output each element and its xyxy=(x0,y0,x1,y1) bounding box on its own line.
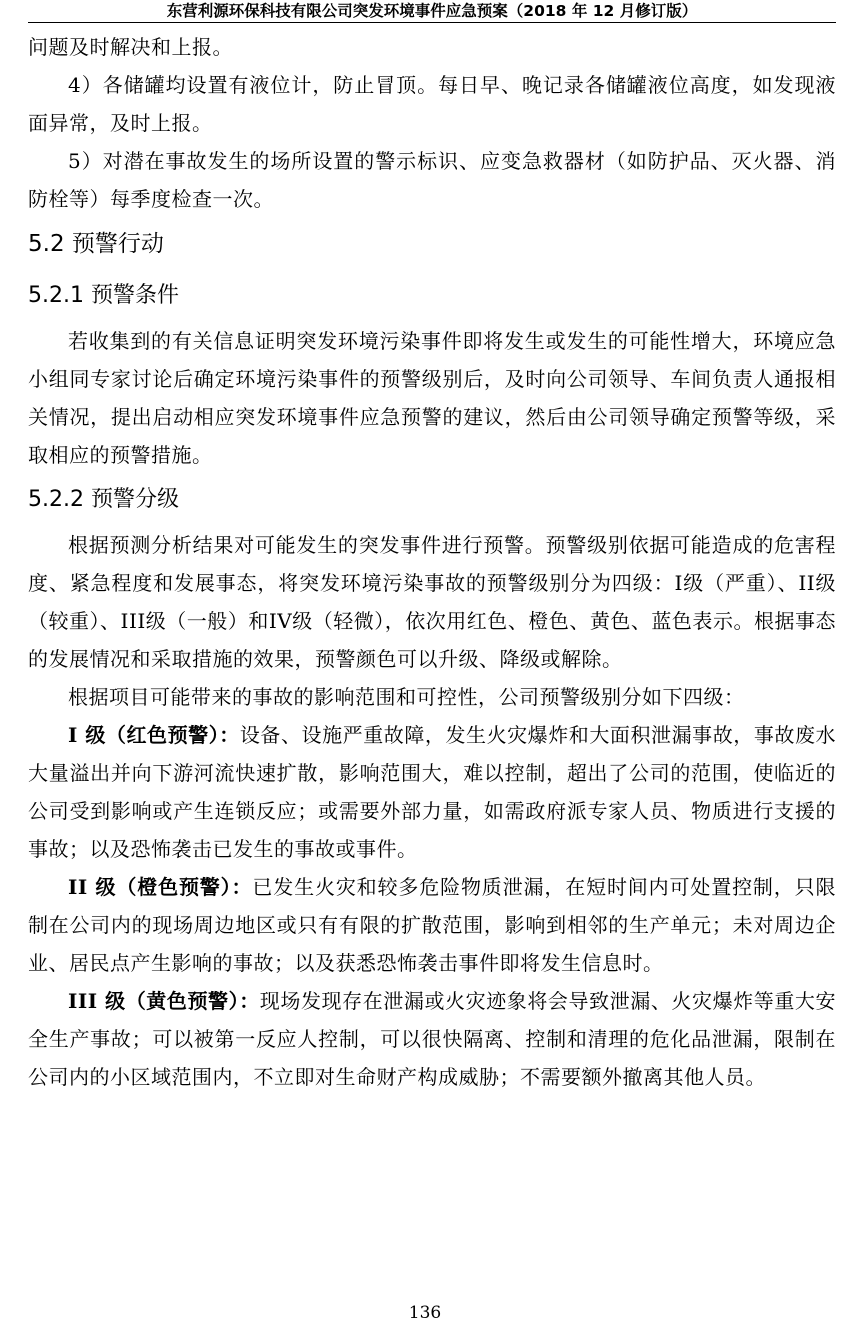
section-heading-5-2-1: 5.2.1 预警条件 xyxy=(28,283,179,308)
paragraph-warning-levels-intro2: 根据项目可能带来的事故的影响范围和可控性，公司预警级别分如下四级： xyxy=(68,685,745,709)
page-number: 136 xyxy=(408,1303,442,1323)
header-title: 东营利源环保科技有限公司突发环境事件应急预案（2018 年 12 月修订版） xyxy=(166,2,698,20)
document-header xyxy=(28,0,836,23)
section-heading-5-2: 5.2 预警行动 xyxy=(28,231,164,257)
paragraph-warning-levels-intro: 根据预测分析结果对可能发生的突发事件进行预警。预警级别依据可能造成的危害程度、紧急程度和发展事态，将突发环境污染事故的预警级别分为四级：I级（严重）、II级（较重）、III级（一般）和IV级（轻微），依次用红色、橙色、黄色、蓝色表示。根据事态的发展情况和采取措施的效果，预警颜色可以升级、降级或解除。 xyxy=(28,533,836,671)
level-2-label: II 级（橙色预警）： xyxy=(68,875,253,899)
page-body xyxy=(28,28,836,1096)
paragraph-level-3 xyxy=(28,982,836,1096)
section-heading-5-2-2: 5.2.2 预警分级 xyxy=(28,487,179,512)
paragraph-continuation: 问题及时解决和上报。 xyxy=(28,35,233,59)
level-2-text: 已发生火灾和较多危险物质泄漏，在短时间内可处置控制，只限制在公司内的现场周边地区或只有有限的扩散范围，影响到相邻的生产单元；未对周边企业、居民点产生影响的事故；以及获悉恐怖袭击事件即将发生信息时。 xyxy=(28,875,836,975)
paragraph-item-5: 5）对潜在事故发生的场所设置的警示标识、应变急救器材（如防护品、灭火器、消防栓等）每季度检查一次。 xyxy=(28,149,836,211)
level-1-text: 设备、设施严重故障，发生火灾爆炸和大面积泄漏事故，事故废水大量溢出并向下游河流快速扩散，影响范围大，难以控制，超出了公司的范围，使临近的公司受到影响或产生连锁反应；或需要外部力量，如需政府派专家人员、物质进行支援的事故；以及恐怖袭击已发生的事故或事件。 xyxy=(28,723,837,861)
level-3-text: 现场发现存在泄漏或火灾迹象将会导致泄漏、火灾爆炸等重大安全生产事故；可以被第一反应人控制，可以很快隔离、控制和清理的危化品泄漏，限制在公司内的小区域范围内，不立即对生命财产构成威胁；不需要额外撤离其他人员。 xyxy=(28,989,837,1089)
paragraph-warning-conditions: 若收集到的有关信息证明突发环境污染事件即将发生或发生的可能性增大，环境应急小组同专家讨论后确定环境污染事件的预警级别后，及时向公司领导、车间负责人通报相关情况，提出启动相应突发环境事件应急预警的建议，然后由公司领导确定预警等级，采取相应的预警措施。 xyxy=(28,329,836,467)
paragraph-item-4: 4）各储罐均设置有液位计，防止冒顶。每日早、晚记录各储罐液位高度，如发现液面异常，及时上报。 xyxy=(28,73,836,135)
level-3-label: III 级（黄色预警）： xyxy=(68,989,260,1013)
level-1-label: I 级（红色预警）： xyxy=(68,723,240,747)
paragraph-level-2 xyxy=(28,868,836,982)
paragraph-level-1 xyxy=(28,716,836,868)
